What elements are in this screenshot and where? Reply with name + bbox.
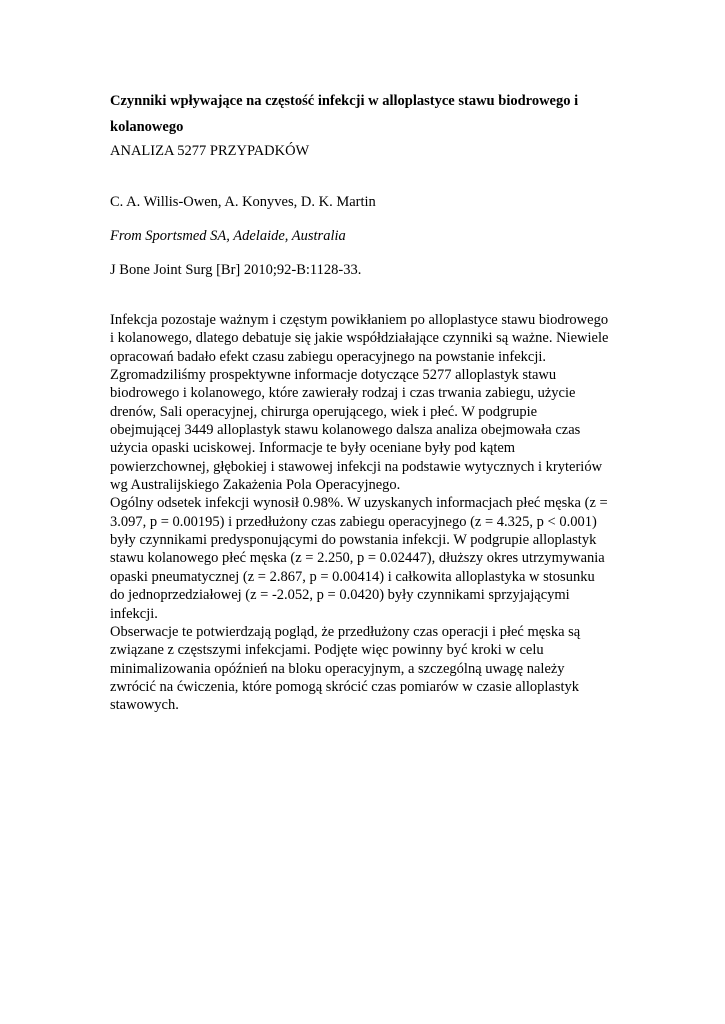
abstract-body: [110, 311, 630, 715]
journal-citation: J Bone Joint Surg [Br] 2010;92-B:1128-33.: [110, 262, 362, 278]
document-content: [110, 88, 630, 715]
article-title: Czynniki wpływające na częstość infekcji w alloplastyce stawu biodrowego i kolanowego: [110, 93, 579, 135]
abstract-paragraph-conclusion: Obserwacje te potwierdzają pogląd, że przedłużony czas operacji i płeć męska są związane z częstszymi infekcjami. Podjęte więc powinny być kroki w celu minimalizowania opóźnień na bloku operacyjnym, a szczególną uwagę należy zwrócić na ćwiczenia, które pomogą skrócić czas pomiarów w czasie alloplastyk stawowych.: [110, 623, 581, 714]
abstract-paragraph-results: Ogólny odsetek infekcji wynosił 0.98%. W uzyskanych informacjach płeć męska (z = 3.097, p = 0.00195) i przedłużony czas zabiegu operacyjnego (z = 4.325, p < 0.001) były czynnikami predysponującymi do powstania infekcji. W podgrupie alloplastyk stawu kolanowego płeć męska (z = 2.250, p = 0.02447), dłuższy okres utrzymywania opaski pneumatycznej (z = 2.867, p = 0.00414) i całkowita alloplastyka w stosunku do jednoprzedziałowej (z = -2.052, p = 0.0420) były czynnikami sprzyjającymi infekcji.: [110, 495, 608, 622]
abstract-paragraph-background: Infekcja pozostaje ważnym i częstym powikłaniem po alloplastyce stawu biodrowego i kolanowego, dlatego debatuje się jakie współdziałające czynniki są ważne. Niewiele opracowań badało efekt czasu zabiegu operacyjnego na powstanie infekcji. Zgromadziliśmy prospektywne informacje dotyczące 5277 alloplastyk stawu biodrowego i kolanowego, które zawierały rodzaj i czas trwania zabiegu, użycie drenów, Sali operacyjnej, chirurga operującego, wiek i płeć. W podgrupie obejmującej 3449 alloplastyk stawu kolanowego dalsza analiza obejmowała czas użycia opaski uciskowej. Informacje te były oceniane były pod kątem powierzchownej, głębokiej i stawowej infekcji na podstawie wytycznych i kryteriów wg Australijskiego Zakażenia Pola Operacyjnego.: [110, 312, 609, 494]
author-list: C. A. Willis-Owen, A. Konyves, D. K. Martin: [110, 194, 376, 210]
article-subtitle: ANALIZA 5277 PRZYPADKÓW: [110, 143, 310, 159]
author-affiliation: From Sportsmed SA, Adelaide, Australia: [110, 228, 346, 244]
